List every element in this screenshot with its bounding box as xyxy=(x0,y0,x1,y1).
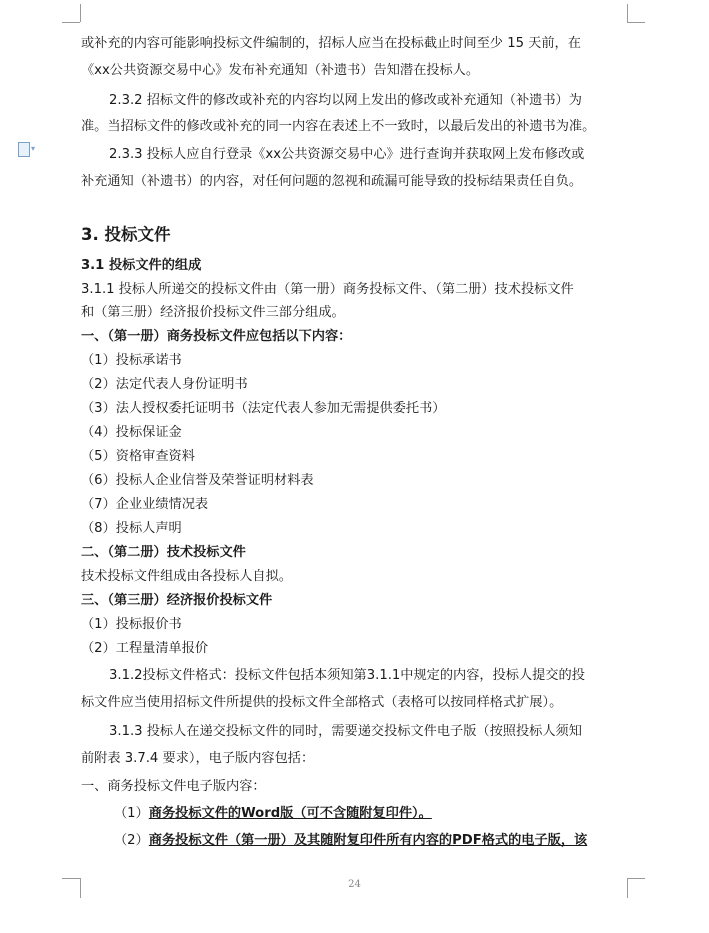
text-line: 2.3.2 招标文件的修改或补充的内容均以网上发出的修改或补充通知（补遗书）为 xyxy=(109,93,582,108)
text-line: 技术投标文件组成由各投标人自拟。 xyxy=(81,569,292,584)
text-line: 准。当招标文件的修改或补充的同一内容在表述上不一致时，以最后发出的补遗书为准。 xyxy=(81,119,596,134)
underlined-text: 商务投标文件的Word版（可不含随附复印件）。 xyxy=(148,806,432,821)
list-item: （8）投标人声明 xyxy=(81,521,182,536)
text-line: 前附表 3.7.4 要求），电子版内容包括： xyxy=(81,751,315,766)
page-number: 24 xyxy=(348,879,361,890)
text-line: 3.1.1 投标人所递交的投标文件由（第一册）商务投标文件、（第二册）技术投标文件 xyxy=(81,282,574,297)
text-line: 一、商务投标文件电子版内容： xyxy=(81,779,266,794)
text-line: 2.3.3 投标人应自行登录《xx公共资源交易中心》进行查询并获取网上发布修改或 xyxy=(109,147,585,162)
list-item: （4）投标保证金 xyxy=(81,425,182,440)
text-line: 或补充的内容可能影响投标文件编制的，招标人应当在投标截止时间至少 15 天前，在 xyxy=(81,36,581,51)
list-item xyxy=(114,804,432,824)
list-item xyxy=(114,831,587,851)
list-item: （2）工程量清单报价 xyxy=(81,641,209,656)
list-item: （7）企业业绩情况表 xyxy=(81,497,209,512)
corner-mark-top-right-v xyxy=(627,4,628,22)
list-item: （6）投标人企业信誉及荣誉证明材料表 xyxy=(81,473,314,488)
list-item: （2）法定代表人身份证明书 xyxy=(81,377,248,392)
list-item: （5）资格审查资料 xyxy=(81,449,195,464)
text-line: 3.1.3 投标人在递交投标文件的同时，需要递交投标文件电子版（按照投标人须知 xyxy=(109,724,582,739)
subsection-heading: 3.1 投标文件的组成 xyxy=(81,258,202,273)
text-line: 3.1.2投标文件格式：投标文件包括本须知第3.1.1中规定的内容，投标人提交的投 xyxy=(109,668,585,683)
list-heading: 二、（第二册）技术投标文件 xyxy=(81,545,246,560)
list-item: （3）法人授权委托证明书（法定代表人参加无需提供委托书） xyxy=(81,401,446,416)
corner-mark-top-left-h xyxy=(62,22,80,23)
text-line: 和（第三册）经济报价投标文件三部分组成。 xyxy=(81,305,345,320)
text-line: 标文件应当使用招标文件所提供的投标文件全部格式（表格可以按同样格式扩展）。 xyxy=(81,695,563,710)
list-item: （1）投标承诺书 xyxy=(81,353,182,368)
list-number: （1） xyxy=(114,806,149,821)
text-line: 补充通知（补遗书）的内容，对任何问题的忽视和疏漏可能导致的投标结果责任自负。 xyxy=(81,174,583,189)
document-icon[interactable]: ▾ xyxy=(18,141,40,157)
list-item: （1）投标报价书 xyxy=(81,617,182,632)
section-heading: 3. 投标文件 xyxy=(81,225,171,244)
corner-mark-top-left-v xyxy=(80,4,81,22)
corner-mark-top-right-h xyxy=(627,22,645,23)
list-heading: 三、（第三册）经济报价投标文件 xyxy=(81,593,273,608)
list-heading: 一、（第一册）商务投标文件应包括以下内容： xyxy=(81,329,352,344)
underlined-text: 商务投标文件（第一册）及其随附复印件所有内容的PDF格式的电子版，该 xyxy=(148,833,588,848)
text-line: 《xx公共资源交易中心》发布补充通知（补遗书）告知潜在投标人。 xyxy=(81,63,480,78)
list-number: （2） xyxy=(114,833,149,848)
